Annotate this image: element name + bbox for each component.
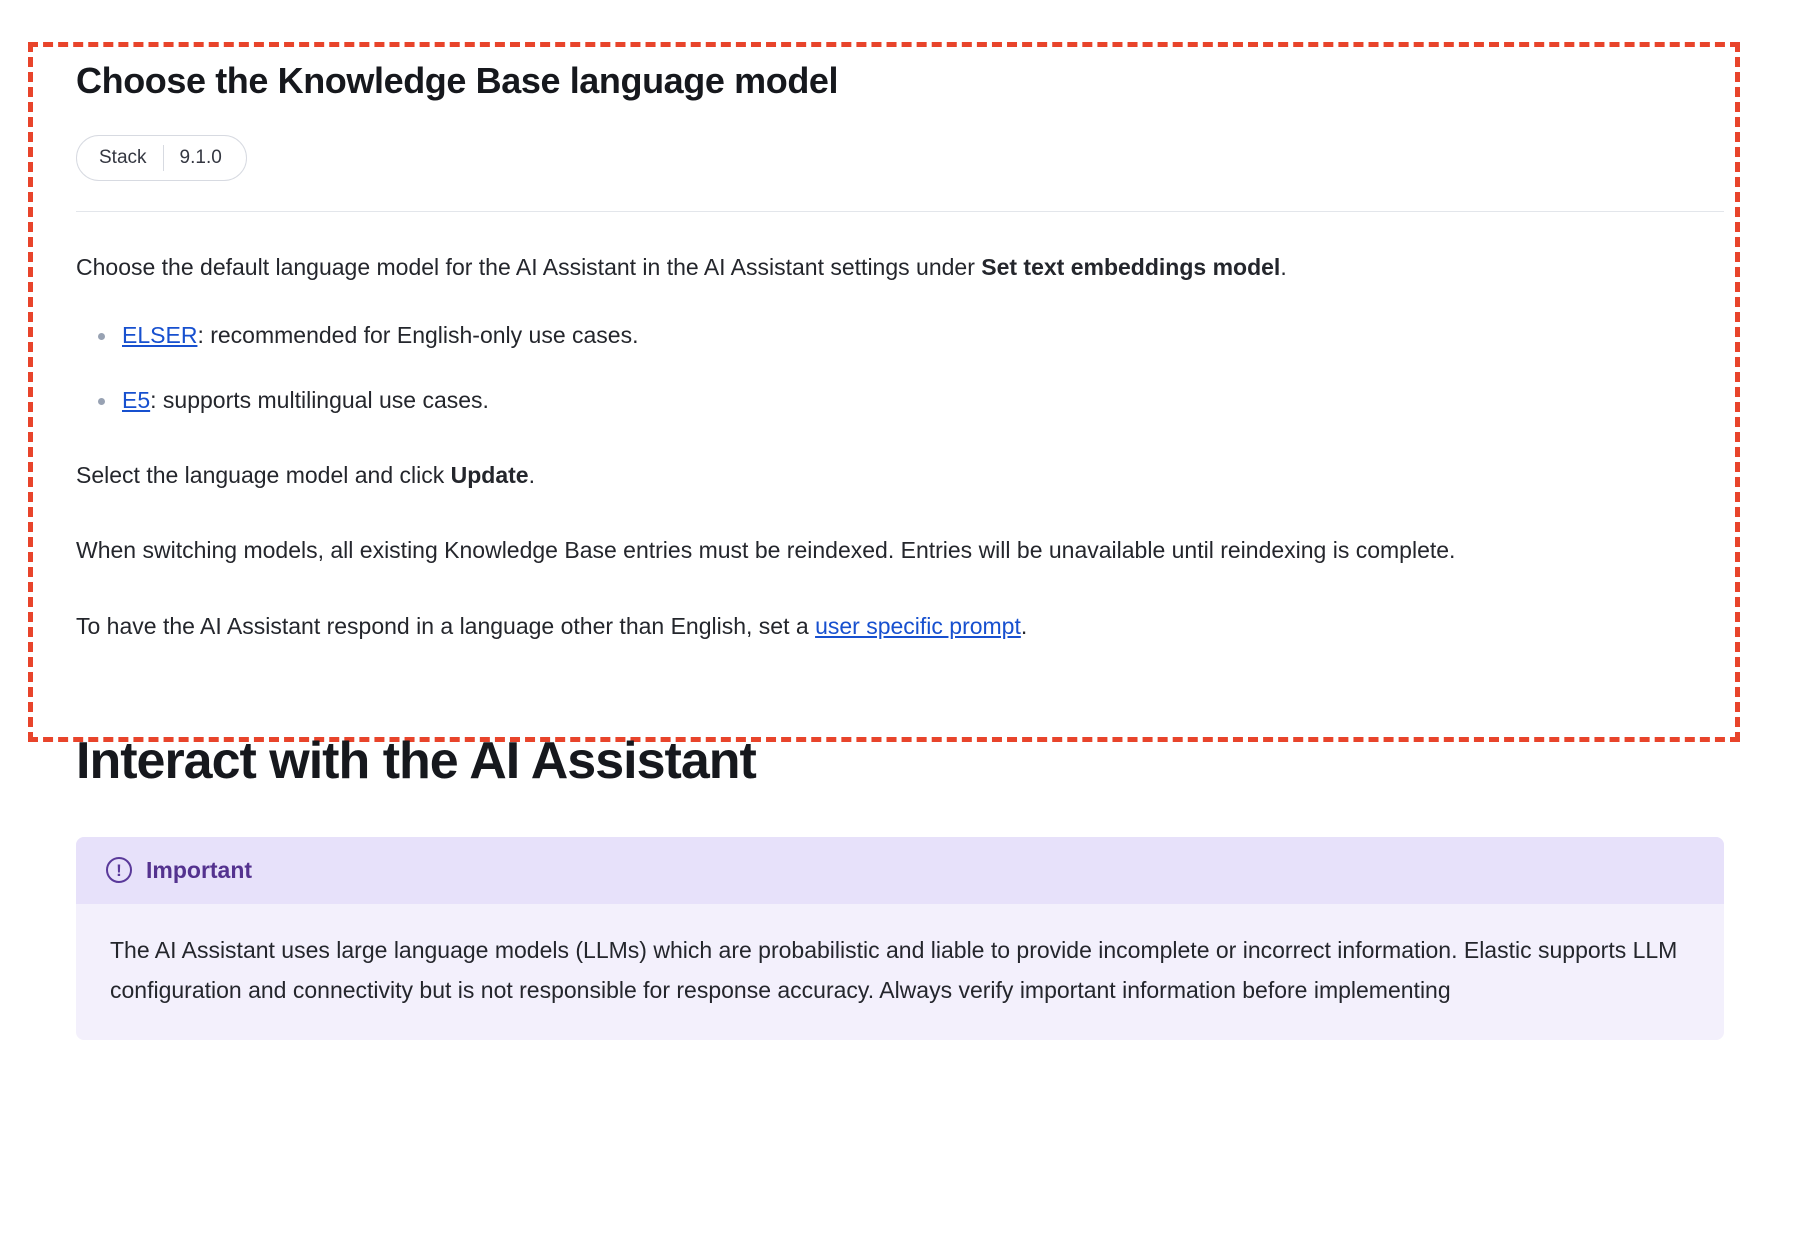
callout-body-text: The AI Assistant uses large language models (LLMs) which are probabilistic and liable to provide incomplete or incorrect information. Elastic supports LLM configuration and connectivity but is not responsible for response accuracy. Always verify important information before implementing [110,936,1678,1003]
exclamation-circle-icon: ! [106,857,132,883]
intro-paragraph [76,248,1696,288]
model-options-list [76,316,1724,420]
list-item [122,316,1724,355]
select-text-after: . [528,461,535,488]
callout-body [76,904,1724,1040]
reindex-paragraph: When switching models, all existing Knowledge Base entries must be reindexed. Entries will be unavailable until reindexing is complete. [76,537,1456,564]
stack-version-label: Stack [99,147,147,168]
intro-text-after: . [1280,254,1287,280]
prompt-text-before: To have the AI Assistant respond in a language other than English, set a [76,612,816,639]
stack-version-value: 9.1.0 [179,147,222,168]
update-button-term: Update [450,461,529,488]
intro-bold-term: Set text embeddings model [981,254,1281,280]
stack-version-badge [76,135,247,181]
header-divider [76,211,1724,212]
elser-description: : recommended for English-only use cases. [197,321,639,348]
list-item [122,381,1724,420]
user-specific-prompt-link[interactable]: user specific prompt [815,612,1021,639]
elser-link[interactable]: ELSER [122,321,198,348]
callout-title: Important [146,856,253,883]
prompt-text-after: . [1020,612,1028,639]
callout-header [76,837,1724,904]
interact-section-heading: Interact with the AI Assistant [76,732,756,791]
e5-description: : supports multilingual use cases. [150,386,489,413]
e5-link[interactable]: E5 [122,386,151,413]
select-model-paragraph [76,456,1696,496]
prompt-paragraph [76,607,1696,647]
intro-text-before: Choose the default language model for the AI Assistant in the AI Assistant settings under [76,254,982,280]
page-title: Choose the Knowledge Base language model [76,60,839,101]
select-text-before: Select the language model and click [76,461,451,488]
important-callout [76,837,1724,1040]
